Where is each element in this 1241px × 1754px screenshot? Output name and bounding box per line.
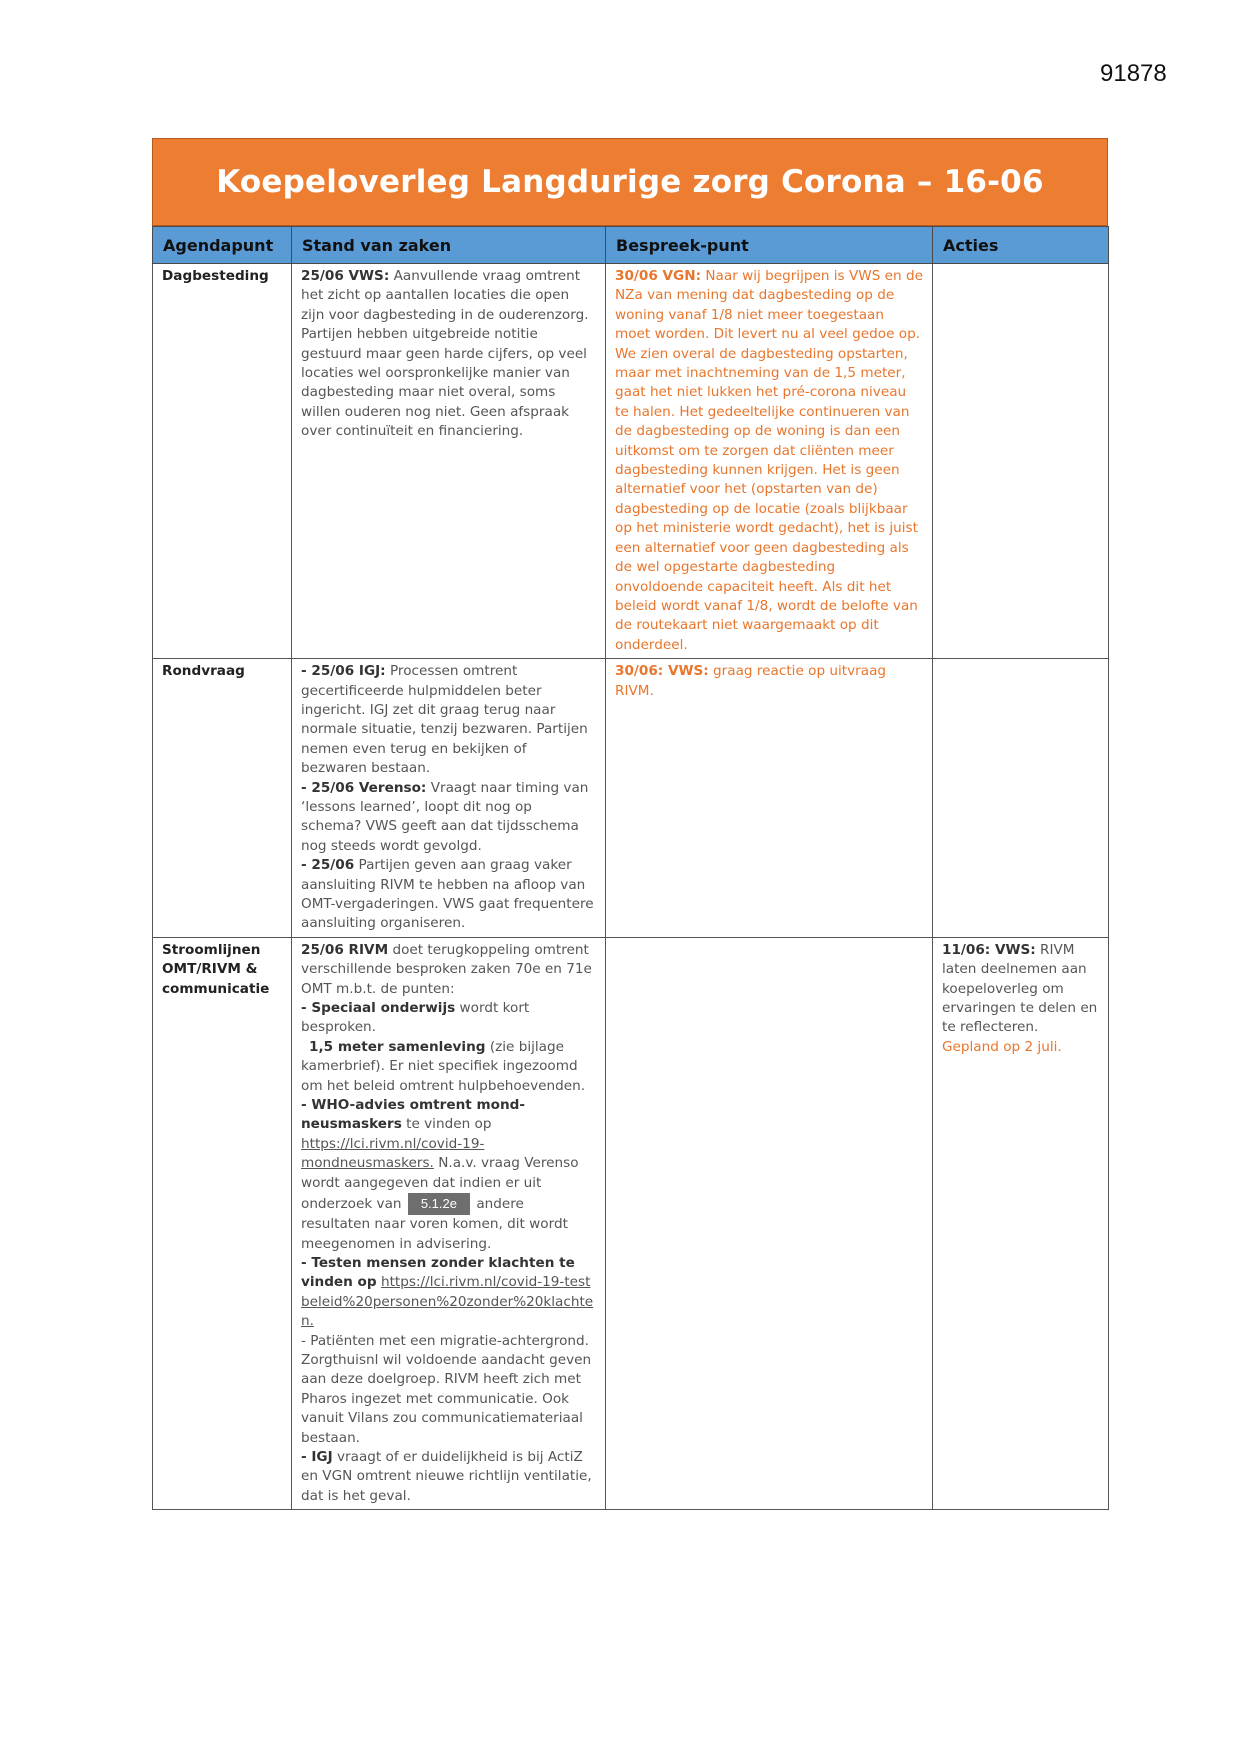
item-text: (zie bijlage kamerbrief). Er niet specifiek ingezoomd om het beleid omtrent hulpbehoevenden. [301,1038,586,1094]
item-text: te vinden op [406,1116,492,1133]
item-text: Partijen geven aan graag vaker aansluiting RIVM te hebben na afloop van OMT-vergaderingen. VWS gaat frequentere aansluiting organiseren. [301,857,594,932]
bespreek-cell [606,264,933,659]
intro-line [301,941,596,999]
intro-prefix: 25/06 RIVM [301,941,389,958]
item-text: wordt kort besproken. [301,1000,530,1036]
table-row-stroomlijnen [153,937,1109,1509]
acties-cell [933,264,1109,659]
acties-cell [933,937,1109,1509]
bespreek-text: graag reactie op uitvraag RIVM. [615,663,887,699]
acties-planned: Gepland op 2 juli. [942,1038,1062,1055]
bespreek-prefix: 30/06 VGN: [615,268,702,284]
item-prefix: - 25/06 IGJ: [301,663,386,680]
table-row-dagbesteding [153,264,1109,659]
item-text: andere resultaten naar voren komen, dit wordt meegenomen in advisering. [301,1196,568,1252]
list-item: - Patiënten met een migratie-achtergrond. Zorgthuisnl wil voldoende aandacht geven aan deze doelgroep. RIVM heeft zich met Pharos ingezet met communicatie. Ook vanuit Vilans zou communicatiemateriaal bestaan. [301,1332,592,1446]
item-prefix: - 25/06 Verenso: [301,779,427,796]
acties-prefix: 11/06: VWS: [942,941,1036,958]
agenda-cell: Rondvraag [153,659,292,938]
item-prefix: 1,5 meter samenleving [309,1038,486,1055]
header-bespreek-punt: Bespreek-punt [606,227,933,264]
table-header-row [153,227,1109,264]
item-text: N.a.v. vraag Verenso wordt aangegeven dat indien er uit onderzoek van [301,1155,579,1213]
item-prefix: - 25/06 [301,857,355,874]
stand-prefix: 25/06 VWS: [301,268,390,284]
table-row-rondvraag [153,659,1109,938]
list-item [301,1254,596,1332]
acties-cell [933,659,1109,938]
who-link[interactable]: https://lci.rivm.nl/covid-19-mondneusmaskers. [301,1135,485,1172]
bespreek-text: Naar wij begrijpen is VWS en de NZa van mening dat dagbesteding op de woning vanaf 1/8 niet meer toegestaan moet worden. Dit levert nu al veel gedoe op. We zien overal de dagbesteding opstarten, maar met inachtneming van de 1,5 meter, gaat het niet lukken het pré-corona niveau te halen. Het gedeeltelijke continueren van de dagbesteding op de woning is dan een uitkomst om te zorgen dat cliënten meer dagbesteding kunnen krijgen. Het is geen alternatief voor het (opstarten van de) dagbesteding op de locatie (zoals blijkbaar op het ministerie wordt gedacht), het is juist een alternatief voor geen dagbesteding als de wel opgestarte dagbesteding onvoldoende capaciteit heeft. Als dit het beleid wordt vanaf 1/8, wordt de belofte van de routekaart niet waargemaakt op dit onderdeel. [615,268,923,653]
list-item [301,1096,596,1254]
agenda-cell: Stroomlijnen OMT/RIVM & communicatie [153,937,292,1509]
stand-cell [292,264,606,659]
item-text: vraagt of er duidelijkheid is bij ActiZ en VGN omtrent nieuwe richtlijn ventilatie, dat is het geval. [301,1448,592,1504]
redaction-box: 5.1.2e [408,1193,470,1215]
item-text: Vraagt naar timing van ‘lessons learned’, loopt dit nog op schema? VWS geeft aan dat tijdsschema nog steeds wordt gevolgd. [301,779,589,854]
page-number: 91878 [1100,60,1167,87]
acties-text: RIVM laten deelnemen aan koepeloverleg om ervaringen te delen en te reflecteren. [942,941,1098,1036]
stand-cell [292,659,606,938]
item-prefix: - WHO-advies omtrent mond-neusmaskers [301,1097,526,1133]
list-item [301,662,596,778]
list-item [301,999,596,1038]
list-item [301,779,596,857]
agenda-cell: Dagbesteding [153,264,292,659]
list-item [301,1038,596,1096]
document [152,138,1108,1510]
item-prefix: - Testen mensen zonder klachten te vinden op [301,1254,575,1291]
item-prefix: - IGJ [301,1448,333,1465]
document-title: Koepeloverleg Langdurige zorg Corona – 16-06 [152,138,1108,226]
header-stand-van-zaken: Stand van zaken [292,227,606,264]
header-acties: Acties [933,227,1109,264]
stand-cell [292,937,606,1509]
item-text: Processen omtrent gecertificeerde hulpmiddelen beter ingericht. IGJ zet dit graag terug naar normale situatie, tenzij bezwaren. Partijen nemen even terug en bekijken of bezwaren bestaan. [301,663,588,777]
agenda-table [152,226,1109,1510]
bespreek-cell [606,937,933,1509]
list-item [301,1448,596,1506]
item-prefix: - Speciaal onderwijs [301,1000,456,1017]
header-agendapunt: Agendapunt [153,227,292,264]
stand-text: Aanvullende vraag omtrent het zicht op aantallen locaties die open zijn voor dagbesteding in de ouderenzorg. Partijen hebben uitgebreide notitie gestuurd maar geen harde cijfers, op veel locaties wel oorspronkelijke manier van dagbesteding maar niet overal, soms willen ouderen nog niet. Geen afspraak over continuïteit en financiering. [301,268,589,440]
intro-text: doet terugkoppeling omtrent verschillende besproken zaken 70e en 71e OMT m.b.t. de punten: [301,941,592,997]
bespreek-cell [606,659,933,938]
bespreek-prefix: 30/06: VWS: [615,663,709,680]
testen-link[interactable]: https://lci.rivm.nl/covid-19-testbeleid%20personen%20zonder%20klachten. [301,1274,594,1330]
list-item [301,856,596,934]
